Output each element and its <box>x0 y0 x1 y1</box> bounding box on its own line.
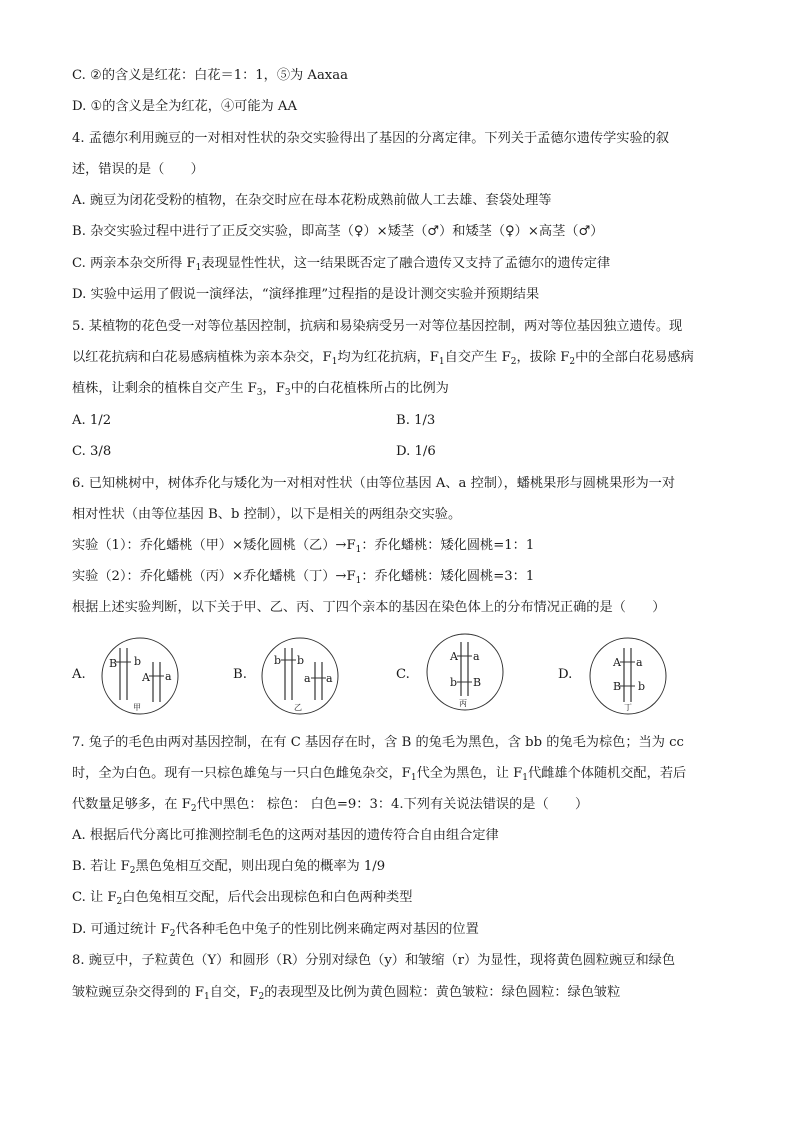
q6-stem-1: 6. 已知桃树中，树体乔化与矮化为一对相对性状（由等位基因 A、a 控制），蟠桃果形与圆桃果形为一对 <box>72 476 676 491</box>
q5-option-a: A. 1/2 <box>72 413 112 428</box>
gene-label: A <box>142 671 150 684</box>
q7-option-d: D. 可通过统计 $F_2$代各种毛色中兔子的性别比例来确定两对基因的位置 <box>72 922 479 939</box>
q5-option-d: D. 1/6 <box>396 444 436 459</box>
q7-stem-3: 代数量足够多，在 $F_2$代中黑色： 棕色： 白色=9：3：4.下列有关说法错误的是（ ） <box>72 797 589 814</box>
gene-label: a <box>473 650 480 663</box>
q6-experiment-1: 实验（1）：乔化蟠桃（甲）×矮化圆桃（乙）$\to F_1$：乔化蟠桃：矮化圆桃=1：1 <box>72 538 535 555</box>
gene-label: b <box>297 654 305 667</box>
figure-option-d-label: D. <box>558 667 573 682</box>
option-d-line: D. ①的含义是全为红花，④可能为 AA <box>72 99 297 114</box>
q8-stem-2: 皱粒豌豆杂交得到的 $F_1$自交，$F_2$的表现型及比例为黄色圆粒：黄色皱粒：绿色圆粒：绿色皱粒 <box>72 985 621 1002</box>
q7-option-c: C. 让 $F_2$白色兔相互交配，后代会出现棕色和白色两种类型 <box>72 890 413 907</box>
q5-option-c: C. 3/8 <box>72 444 112 459</box>
option-c-line: C. ②的含义是红花：白花＝1：1，⑤为 Aaxaa <box>72 68 348 83</box>
q5-option-b: B. 1/3 <box>396 413 436 428</box>
gene-label: a <box>304 672 311 685</box>
gene-label: b <box>274 654 282 667</box>
gene-label: B <box>473 676 482 689</box>
circle-caption: 乙 <box>294 703 302 712</box>
q5-stem-3: 植株，让剩余的植株自交产生 $F_3$，$F_3$中的白花植株所占的比例为 <box>72 381 449 398</box>
q6-stem-2: 相对性状（由等位基因 B、b 控制），以下是相关的两组杂交实验。 <box>72 507 462 522</box>
q6-experiment-2: 实验（2）：乔化蟠桃（丙）×乔化蟠桃（丁）$\to F_1$：乔化蟠桃：矮化圆桃=3：1 <box>72 569 535 586</box>
gene-label: B <box>109 657 118 670</box>
q7-option-b: B. 若让 $F_2$黑色兔相互交配，则出现白兔的概率为 1/9 <box>72 859 386 876</box>
figure-option-a-label: A. <box>72 667 86 682</box>
q5-stem-1: 5. 某植物的花色受一对等位基因控制，抗病和易染病受另一对等位基因控制，两对等位基因独立遗传。现 <box>72 319 683 334</box>
circle-caption: 丁 <box>624 703 632 712</box>
figure-option-c-label: C. <box>396 667 410 682</box>
q6-question: 根据上述实验判断，以下关于甲、乙、丙、丁四个亲本的基因在染色体上的分布情况正确的是（ ） <box>72 600 666 615</box>
gene-label: a <box>636 656 643 669</box>
q8-stem-1: 8. 豌豆中，子粒黄色（Y）和圆形（R）分别对绿色（y）和皱缩（r）为显性，现将黄色圆粒豌豆和绿色 <box>72 953 676 968</box>
gene-label: b <box>134 655 142 668</box>
gene-label: B <box>613 680 622 693</box>
gene-label: a <box>165 670 172 683</box>
q7-stem-2: 时，全为白色。现有一只棕色雄兔与一只白色雌兔杂交，$F_1$代全为黑色，让 $F_1$代雌雄个体随机交配，若后 <box>72 766 687 783</box>
circle-caption: 甲 <box>133 703 141 712</box>
q4-option-a: A. 豌豆为闭花受粉的植物，在杂交时应在母本花粉成熟前做人工去雄、套袋处理等 <box>72 193 552 208</box>
q5-stem-2: 以红花抗病和白花易感病植株为亲本杂交，$F_1$均为红花抗病，$F_1$自交产生 $F_2$，拔除 $F_2$中的全部白花易感病 <box>72 350 694 367</box>
q7-option-a: A. 根据后代分离比可推测控制毛色的这两对基因的遗传符合自由组合定律 <box>72 828 499 843</box>
gene-label: b <box>638 680 646 693</box>
gene-label: b <box>450 676 458 689</box>
circle-caption: 丙 <box>459 699 467 708</box>
q4-stem-2: 述，错误的是（ ） <box>72 162 204 177</box>
gene-label: A <box>613 656 621 669</box>
q4-option-d: D. 实验中运用了假说一演绎法，“演绎推理”过程指的是设计测交实验并预期结果 <box>72 287 540 302</box>
q4-stem-1: 4. 孟德尔利用豌豆的一对相对性状的杂交实验得出了基因的分离定律。下列关于孟德尔遗传学实验的叙 <box>72 131 670 146</box>
gene-label: A <box>450 650 458 663</box>
q4-option-b: B. 杂交实验过程中进行了正反交实验，即高茎（♀）×矮茎（♂）和矮茎（♀）×高茎（♂） <box>72 224 604 239</box>
gene-label: a <box>326 672 333 685</box>
figure-option-b-label: B. <box>233 667 247 682</box>
q4-option-c: C. 两亲本杂交所得 $F_1$表现显性性状，这一结果既否定了融合遗传又支持了孟德尔的遗传定律 <box>72 256 611 273</box>
q7-stem-1: 7. 兔子的毛色由两对基因控制，在有 C 基因存在时，含 B 的兔毛为黑色，含 bb 的兔毛为棕色；当为 cc <box>72 735 684 750</box>
